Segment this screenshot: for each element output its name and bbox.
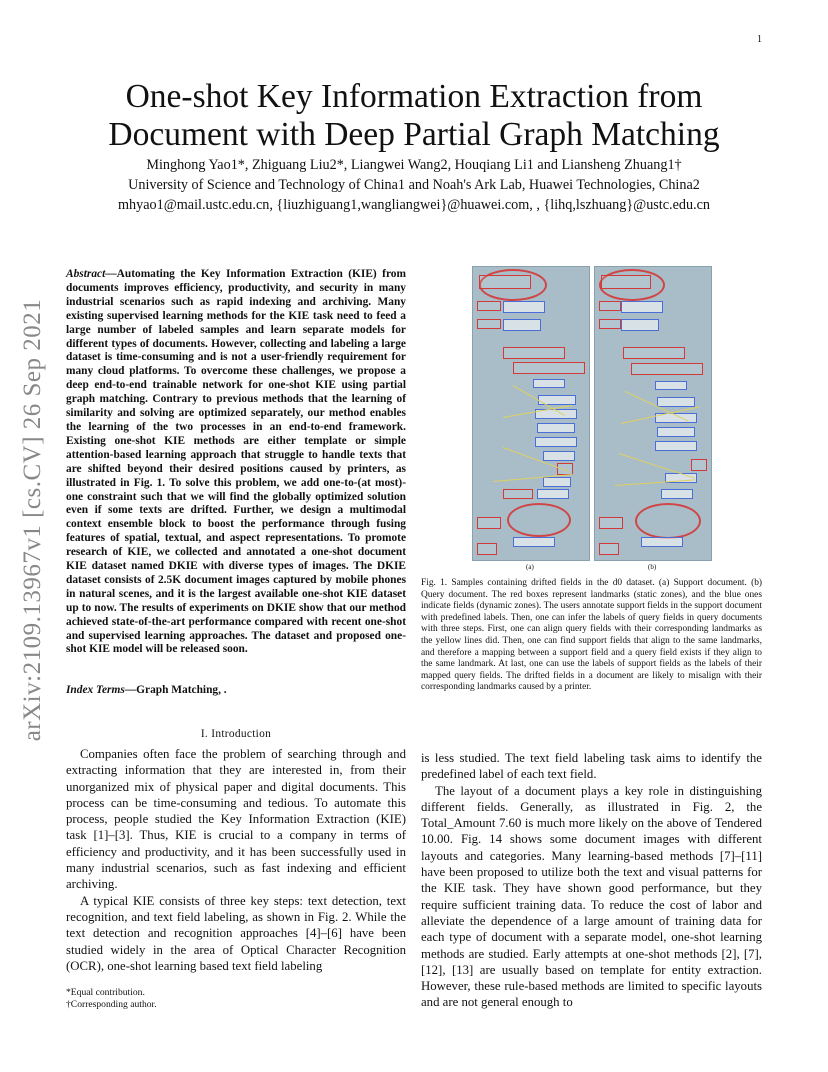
index-terms-text: —Graph Matching, .	[124, 684, 227, 696]
abstract-label: Abstract	[66, 268, 106, 280]
affiliations-line: University of Science and Technology of China1 and Noah's Ark Lab, Huawei Technologies, China2	[128, 177, 700, 193]
landmark-box	[599, 543, 619, 555]
landmark-box	[479, 275, 531, 289]
landmark-box	[477, 543, 497, 555]
footnote-equal: *Equal contribution.	[66, 987, 145, 998]
intro-left-column	[66, 746, 406, 974]
field-box	[655, 381, 687, 390]
arxiv-stamp	[8, 260, 58, 780]
subfigure-label-b: (b)	[648, 563, 657, 571]
landmark-box	[477, 517, 501, 529]
field-box	[533, 379, 565, 388]
field-box	[543, 451, 575, 461]
field-box	[543, 477, 571, 487]
field-box	[503, 319, 541, 331]
landmark-box	[599, 517, 623, 529]
authors-line: Minghong Yao1*, Zhiguang Liu2*, Liangwei Wang2, Houqiang Li1 and Liansheng Zhuang1†	[146, 157, 682, 173]
stamp-oval	[507, 503, 571, 537]
field-box	[657, 427, 695, 437]
field-box	[621, 319, 659, 331]
figure-caption: Fig. 1. Samples containing drifted fields in the d0 dataset. (a) Support document. (b) Query document. The red boxes represent landmarks (static zones), and the blue ones indicate fields (dynamic zones). The users annotate support fields in the support document with predefined labels. Then, one can infer the labels of query fields in query documents with three steps. First, one can align query fields with their corresponding landmarks as the yellow lines did. Then, one can find support fields that align to the same landmarks, and therefore a mapping between a support field and a query field exists if they align to the same landmark. At last, one can use the labels of support fields as the labels of their mapped query fields. The drifted fields in a document are likely to misalign with their corresponding landmarks caused by a printer.	[421, 578, 762, 693]
index-terms-label: Index Terms	[66, 684, 125, 696]
field-box	[503, 301, 545, 313]
paper-title: One-shot Key Information Extraction from Document with Deep Partial Graph Matching	[108, 78, 720, 153]
author-block	[60, 155, 768, 215]
abstract	[66, 268, 406, 657]
field-box	[657, 397, 695, 407]
landmark-box	[599, 301, 621, 311]
landmark-box	[513, 362, 585, 374]
landmark-box	[599, 319, 621, 329]
field-box	[537, 489, 569, 499]
landmark-box	[601, 275, 651, 289]
field-box	[655, 441, 697, 451]
intro-paragraph-2: A typical KIE consists of three key steps: text detection, text recognition, and text field labeling, as shown in Fig. 2. While the text detection and recognition approaches [4]–[6] have been studied widely in the area of Optical Character Recognition (OCR), one-shot learning based text field labeling	[66, 893, 406, 973]
landmark-box	[503, 489, 533, 499]
index-terms	[66, 682, 406, 699]
footnotes	[66, 987, 406, 1010]
arxiv-id: arXiv:2109.13967v1 [cs.CV] 26 Sep 2021	[19, 298, 46, 742]
intro-right-column	[421, 750, 762, 1011]
landmark-box	[503, 347, 565, 359]
field-box	[641, 537, 683, 547]
landmark-box	[477, 301, 501, 311]
emails-line: mhyao1@mail.ustc.edu.cn, {liuzhiguang1,wangliangwei}@huawei.com, , {lihq,lszhuang}@ustc.edu.cn	[117, 197, 711, 213]
alignment-line	[619, 453, 695, 479]
field-box	[661, 489, 693, 499]
abstract-text: —Automating the Key Information Extraction (KIE) from documents improves efficiency, productivity, and security in many industrial scenarios such as rapid indexing and archiving. Many existing supervised learning methods for the KIE task need to feed a large number of labeled samples and learn separate models for different types of documents. However, collecting and labeling a large dataset is time-consuming and is not a user-friendly requirement for many cloud platforms. To overcome these challenges, we propose a deep end-to-end trainable network for one-shot KIE using partial graph matching. Contrary to previous methods that the learning of similarity and solving are optimized separately, our method enables the learning of the two processes in an end-to-end framework. Existing one-shot KIE methods are either template or simple attention-based learning approach that struggle to handle texts that are shifted beyond their desired positions caused by printers, as illustrated in Fig. 1. To solve this problem, we add one-to-(at most)-one constraint such that we will find the globally optimized solution even if some texts are drifted. Further, we design a multimodal context ensemble block to boost the performance through fusing features of spatial, textual, and aspect representations. To promote research of KIE, we collected and annotated a one-shot document KIE dataset named DKIE with diverse types of images. The DKIE dataset consists of 2.5K document images captured by mobile phones in natural scenes, and it is the largest available one-shot KIE dataset up to now. The results of experiments on DKIE show that our method achieved state-of-the-art performance compared with recent one-shot and supervised learning approaches. The dataset and proposed one-shot KIE model will be released soon.	[66, 268, 406, 656]
field-box	[513, 537, 555, 547]
landmark-box	[477, 319, 501, 329]
page-number: 1	[757, 34, 762, 45]
landmark-box	[691, 459, 707, 471]
section-heading: I. Introduction	[200, 728, 272, 740]
support-document-image	[472, 266, 590, 561]
intro-paragraph-1: Companies often face the problem of searching through and extracting information that they are interested in, from their unorganized mix of physical paper and digital documents. This process can be time-consuming and tedious. To automate this process, people studied the Key Information Extraction (KIE) task [1]–[3]. Thus, KIE is crucial to a company in terms of efficiency and productivity, and it has been successfully used in many industrial scenarios, such as fast indexing and efficient archiving.	[66, 747, 406, 892]
figure-1	[472, 266, 716, 571]
stamp-oval	[635, 503, 701, 539]
field-box	[537, 423, 575, 433]
footnote-corresponding: †Corresponding author.	[66, 998, 157, 1010]
query-document-image	[594, 266, 712, 561]
right-paragraph-layout: The layout of a document plays a key role in distinguishing different fields. Generally, as illustrated in Fig. 2, the Total_Amount 7.60 is much more likely on the above of Tendered 10.00. Fig. 14 shows some document images with different layouts and categories. Many learning-based methods [7]–[11] have been proposed to utilize both the text and visual patterns for the KIE task. They have shown good performance, but they require sufficient training data. To reduce the cost of labor and alleviate the dependence of a large amount of training data for each type of document with a separate model, one-shot learning methods are studied. Early attempts at one-shot methods [2], [7], [12], [13] are usually based on template for entity extraction. However, these rule-based methods are limited to specific layouts and are not general enough to	[421, 783, 762, 1010]
landmark-box	[631, 363, 703, 375]
field-box	[621, 301, 663, 313]
field-box	[535, 437, 577, 447]
landmark-box	[623, 347, 685, 359]
subfigure-label-a: (a)	[526, 563, 534, 571]
right-paragraph-continued: is less studied. The text field labeling task aims to identify the predefined label of each text field.	[421, 751, 762, 782]
